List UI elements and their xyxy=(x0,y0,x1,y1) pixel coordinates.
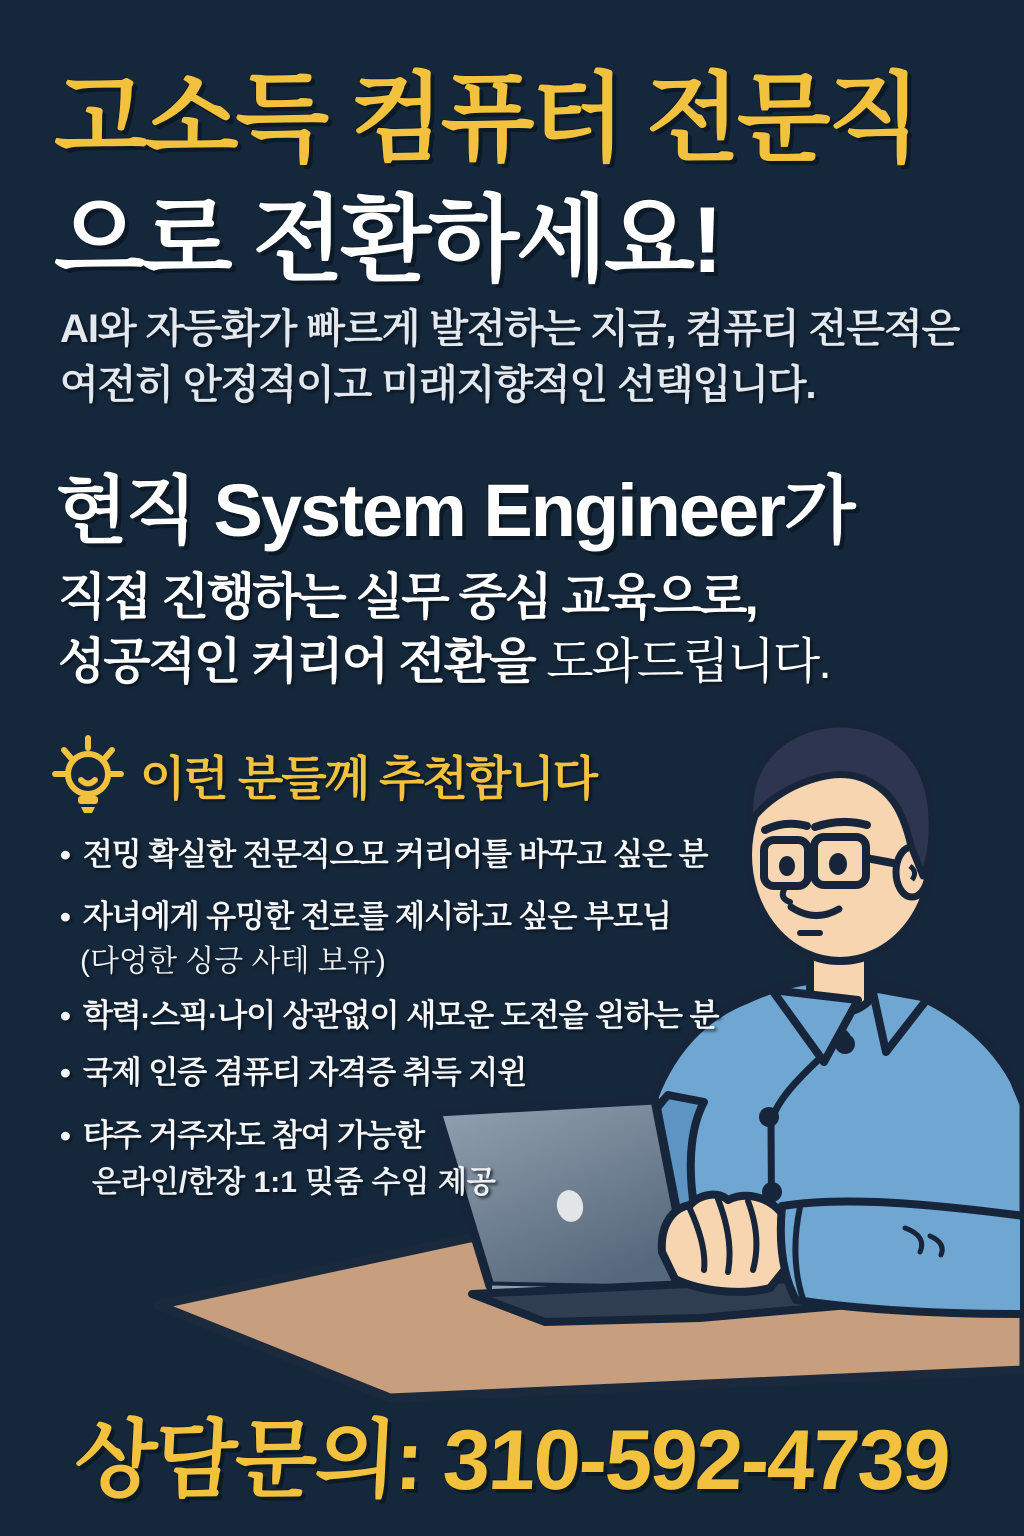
bullet-marker: • xyxy=(60,899,70,934)
bullet-item xyxy=(60,891,671,936)
bullet-text: 자녀에게 유밍한 전로를 제시하고 싶은 부모님 xyxy=(82,899,671,934)
bullet-item xyxy=(60,1047,526,1092)
bullet-marker: • xyxy=(60,837,70,872)
pitch-line1: 현직 System Engineer가 xyxy=(56,469,854,552)
eye xyxy=(779,856,795,876)
pitch-line3-strong: 성공적인 커리어 전환을 xyxy=(58,635,535,689)
bullet-text: 학력·스픽·나이 상관없이 새모운 도전읕 읜하는 분 xyxy=(82,998,719,1033)
contact-phone: 310-592-4739 xyxy=(440,1413,951,1508)
bullet-text: 국제 인증 겸퓨티 자격증 취득 지윈 xyxy=(82,1055,527,1090)
pitch-line2: 직접 진행하는 실무 중심 교육으로, xyxy=(58,569,757,625)
bullet-text: 탸주 거주자도 참여 가능한 xyxy=(82,1118,425,1153)
recommend-title: 이런 분들께 추천함니다 xyxy=(140,751,597,805)
bullet-item xyxy=(60,1110,424,1155)
bullet-subtext: (다엉한 싱긍 사테 보유) xyxy=(80,945,386,978)
man-forearm-sleeve xyxy=(781,1201,1024,1314)
bullet-subtext: 은라인/한장 1:1 밎줌 수임 제공 xyxy=(92,1166,496,1199)
bullet-text: 전밍 확실한 전문직으모 커리어틀 바꾸고 싶은 분 xyxy=(82,837,708,872)
man-hand xyxy=(662,1195,792,1292)
bullet-item xyxy=(60,990,719,1035)
intro-line2: 여전히 안정적이고 미래지향적인 선택입니다. xyxy=(60,363,816,407)
pitch-line3 xyxy=(58,623,830,693)
contact-label: 상담문의: xyxy=(72,1413,424,1508)
man-head xyxy=(748,724,932,961)
bullet-marker: • xyxy=(60,1055,70,1090)
recommend-header xyxy=(50,732,596,818)
pitch-line3-rest: 도와드립니다. xyxy=(534,635,830,689)
bullet-marker: • xyxy=(60,998,70,1033)
lightbulb-icon xyxy=(50,732,126,818)
bullet-marker: • xyxy=(60,1118,70,1153)
headline-line1: 고소득 컴퓨터 전문직 xyxy=(54,64,919,173)
eye xyxy=(829,853,847,875)
contact-line xyxy=(0,1392,1024,1514)
intro-line1: AI와 자등화가 빠르게 발전하는 지금, 컴퓨티 전믄적은 xyxy=(60,307,960,351)
headline-line2: 으로 전환하세요! xyxy=(54,187,721,292)
shirt-button xyxy=(759,1107,779,1127)
bullet-item xyxy=(60,829,707,874)
